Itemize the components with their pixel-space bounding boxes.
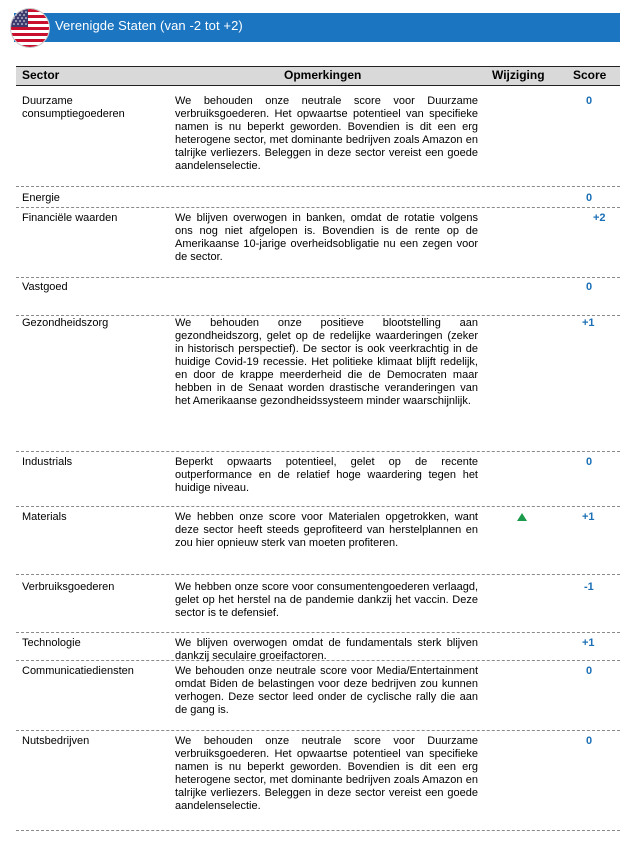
sector-name: Vastgoed [22,281,68,293]
table-row [16,189,620,208]
sector-score: 0 [586,281,593,293]
sector-name: Financiële waarden [22,212,118,224]
sector-score: 0 [586,665,593,677]
table-row [16,578,620,633]
sector-name: Energie [22,192,60,204]
sector-remark: We blijven overwogen omdat de fundamentals sterk blijven dankzij seculaire groeifactoren. [175,637,478,662]
sector-score: +1 [582,317,595,329]
column-sector: Sector [22,68,60,82]
sector-name: Duurzame consumptiegoederen [22,95,125,120]
sector-score: +2 [593,212,606,224]
sector-name: Communicatiediensten [22,665,134,677]
table-row [16,92,620,187]
sector-score: 0 [586,95,593,107]
sector-name: Industrials [22,456,73,468]
sector-remark: We hebben onze score voor consumentengoederen verlaagd, gelet op het herstel na de pandemie dankzij het vaccin. Deze sector is te defensief. [175,581,478,619]
table-row [16,662,620,731]
sector-score: 0 [586,456,593,468]
sector-name: Materials [22,511,67,523]
sector-score: +1 [582,511,595,523]
sector-score: 0 [586,735,593,747]
table-row [16,209,620,278]
table-row [16,314,620,452]
table-row [16,732,620,831]
sector-remark: We hebben onze score voor Materialen opgetrokken, want deze sector heeft steeds geprofiteerd van herstelplannen en zou hier opnieuw sterk van moeten profiteren. [175,511,478,549]
sector-remark: We behouden onze positieve blootstelling aan gezondheidszorg, gelet op de redelijke waarderingen (zeker in historisch perspectief). De sector is ook veerkrachtig in de huidige Covid-19 recessie. Het politieke klimaat blijft redelijk, en door de krappe meerderheid die de Democraten maar hebben in de Senaat worden drastische veranderingen van het Amerikaanse gezondheidssysteem minder waarschijnlijk. [175,317,478,407]
table-row [16,508,620,575]
banner-title: Verenigde Staten (van -2 tot +2) [55,18,243,33]
column-opmerkingen: Opmerkingen [284,68,362,82]
us-flag-icon [10,8,50,48]
sector-remark: We behouden onze neutrale score voor Media/Entertainment omdat Biden de belastingen voor deze bedrijven zou kunnen verhogen. Deze sector leed onder de cyclische rally die aan de gang is. [175,665,478,716]
sector-score: -1 [584,581,594,593]
table-row [16,634,620,661]
table-row [16,278,620,316]
sector-remark: We blijven overwogen in banken, omdat de rotatie volgens ons nog niet afgelopen is. Bovendien is de rente op de Amerikaanse 10-jarige overheidsobligatie nu een zegen voor de sector. [175,212,478,263]
column-score: Score [573,68,607,82]
sector-score: +1 [582,637,595,649]
column-wijziging: Wijziging [492,68,545,82]
sector-name: Nutsbedrijven [22,735,90,747]
table-row [16,453,620,507]
sector-name: Verbruiksgoederen [22,581,115,593]
sector-remark: We behouden onze neutrale score voor Duurzame verbruiksgoederen. Het opwaartse potentieel van specifieke namen is nu beperkt geworden. Bovendien is dit een erg heterogene sector, met dominante bedrijven zoals Amazon en talrijke verliezers. Beleggen in deze sector vereist een goede aandelenselectie. [175,735,478,812]
sector-name: Technologie [22,637,81,649]
sector-score: 0 [586,192,593,204]
sector-remark: We behouden onze neutrale score voor Duurzame verbruiksgoederen. Het opwaartse potentieel van specifieke namen is nu beperkt geworden. Bovendien is dit een erg heterogene sector, met dominante bedrijven zoals Amazon en talrijke verliezers. Beleggen in deze sector vereist een goede aandelenselectie. [175,95,478,172]
sector-remark: Beperkt opwaarts potentieel, gelet op de recente outperformance en de relatief hoge waardering tegen het huidige niveau. [175,456,478,494]
score-up-arrow-icon [516,511,528,523]
sector-name: Gezondheidszorg [22,317,109,329]
table-header [16,66,620,86]
